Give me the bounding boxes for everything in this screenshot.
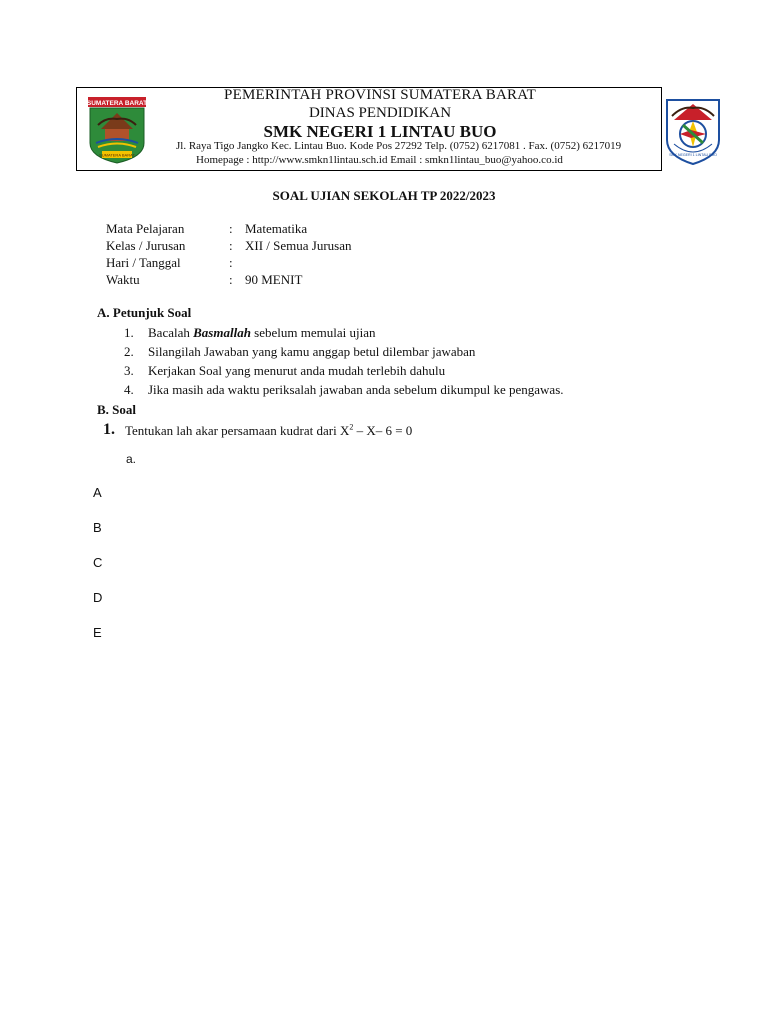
right-logo-ring-text: SMK NEGERI 1 LINTAU BUO bbox=[669, 153, 717, 157]
section-b-heading: B. Soal bbox=[97, 402, 137, 417]
question-number: 1. bbox=[103, 421, 115, 438]
answer-option-e[interactable]: E bbox=[93, 625, 102, 640]
school-name: SMK NEGERI 1 LINTAU BUO bbox=[263, 122, 497, 141]
instruction-text: sebelum memulai ujian bbox=[250, 325, 376, 340]
left-logo-banner-text: SUMATERA BARAT bbox=[86, 100, 148, 107]
instruction-number: 1. bbox=[124, 325, 134, 340]
info-value-class: XII / Semua Jurusan bbox=[245, 238, 352, 253]
info-colon: : bbox=[229, 221, 233, 236]
info-value-subject: Matematika bbox=[245, 221, 308, 236]
info-colon: : bbox=[229, 238, 233, 253]
school-emblem-icon bbox=[664, 94, 722, 166]
question-text-main: Tentukan lah akar persamaan kudrat dari X bbox=[125, 423, 350, 438]
office-name: DINAS PENDIDIKAN bbox=[308, 105, 452, 121]
school-address: Jl. Raya Tigo Jangko Kec. Lintau Buo. Kode Pos 27292 Telp. (0752) 6217081 . Fax. (0752) 6217019 bbox=[176, 140, 622, 152]
instruction-number: 2. bbox=[124, 344, 134, 359]
instruction-text: Bacalah bbox=[148, 325, 194, 340]
instruction-item bbox=[148, 325, 375, 341]
info-value-time: 90 MENIT bbox=[245, 272, 303, 287]
school-homepage: Homepage : http://www.smkn1lintau.sch.id Email : smkn1lintau_buo@yahoo.co.id bbox=[196, 154, 563, 166]
instruction-item: Jika masih ada waktu periksalah jawaban anda sebelum dikumpul ke pengawas. bbox=[148, 382, 564, 397]
answer-option-d[interactable]: D bbox=[93, 590, 103, 605]
instruction-number: 3. bbox=[124, 363, 134, 378]
question-exponent: 2 bbox=[349, 422, 354, 432]
question-text bbox=[125, 423, 412, 439]
info-label-class: Kelas / Jurusan bbox=[106, 238, 186, 253]
instruction-item: Silangilah Jawaban yang kamu anggap betul dilembar jawaban bbox=[148, 344, 476, 359]
info-colon: : bbox=[229, 255, 233, 270]
question-text-tail: – X– 6 = 0 bbox=[353, 423, 413, 438]
info-label-time: Waktu bbox=[106, 272, 140, 287]
info-label-subject: Mata Pelajaran bbox=[106, 221, 185, 236]
section-a-heading: A. Petunjuk Soal bbox=[97, 305, 192, 320]
exam-title: SOAL UJIAN SEKOLAH TP 2022/2023 bbox=[272, 188, 496, 203]
answer-option-b[interactable]: B bbox=[93, 520, 102, 535]
info-label-date: Hari / Tanggal bbox=[106, 255, 181, 270]
info-colon: : bbox=[229, 272, 233, 287]
answer-option-a[interactable]: A bbox=[93, 485, 102, 500]
government-name: PEMERINTAH PROVINSI SUMATERA BARAT bbox=[224, 87, 536, 103]
instruction-number: 4. bbox=[124, 382, 134, 397]
instruction-emphasis: Basmallah bbox=[193, 325, 251, 340]
instruction-item: Kerjakan Soal yang menurut anda mudah terlebih dahulu bbox=[148, 363, 446, 378]
provincial-emblem-icon bbox=[86, 95, 148, 167]
left-logo-ribbon-text: SUMATERA BARAT bbox=[99, 152, 135, 158]
answer-option-c[interactable]: C bbox=[93, 555, 103, 570]
answer-sub-label: a. bbox=[126, 452, 137, 466]
